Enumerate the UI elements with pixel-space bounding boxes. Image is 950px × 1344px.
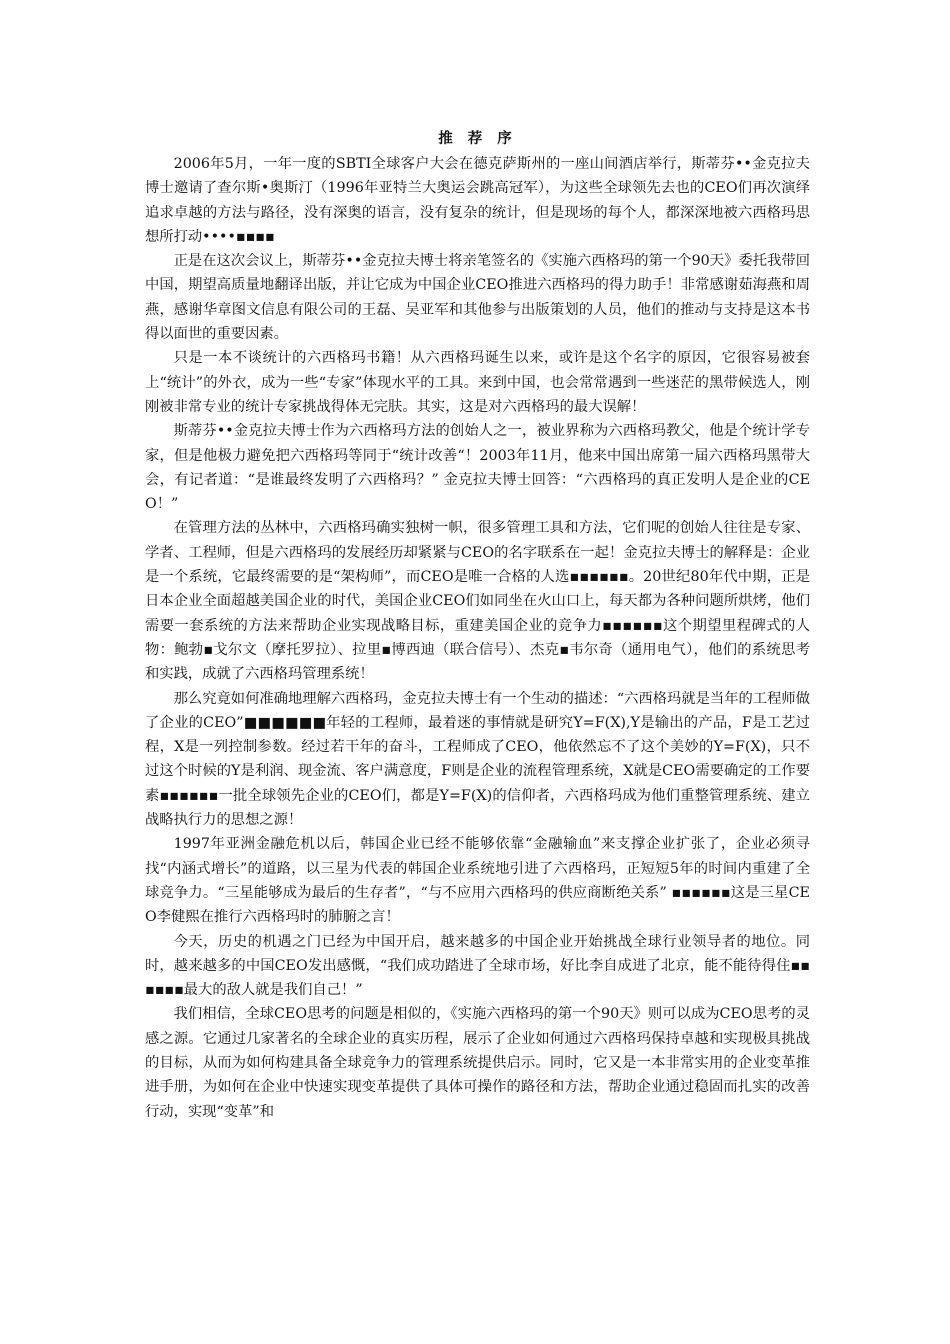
paragraph-6: 那么究竟如何准确地理解六西格玛，金克拉夫博士有一个生动的描述：“六西格玛就是当年的工程师做了企业的CEO”■■■■■■年轻的工程师，最着迷的事情就是研究Y=F(X),Y是输出的产品，F是工艺过程，X是一列控制参数。经过若干年的奋斗，工程师成了CEO，他依然忘不了这个美妙的Y=F(X)，只不过这个时候的Y是利润、现金流、客户满意度，F则是企业的流程管理系统，X就是CEO需要确定的工作要素▪▪▪▪▪▪一批全球领先企业的CEO们，都是Y=F(X)的信仰者，六西格玛成为他们重整管理系统、建立战略执行力的思想之源！ xyxy=(145,690,810,829)
paragraph-9: 我们相信，全球CEO思考的问题是相似的，《实施六西格玛的第一个90天》则可以成为CEO思考的灵感之源。它通过几家著名的全球企业的真实历程，展示了企业如何通过六西格玛保持卓越和实现极具挑战的目标，从而为如何构建具备全球竞争力的管理系统提供启示。同时，它又是一本非常实用的企业变革推进手册，为如何在企业中快速实现变革提供了具体可操作的路径和方法，帮助企业通过稳固而扎实的改善行动，实现“变革”和 xyxy=(145,1006,810,1120)
paragraph-1: 2006年5月，一年一度的SBTI全球客户大会在德克萨斯州的一座山间酒店举行，斯蒂芬••金克拉夫博士邀请了查尔斯•奥斯汀（1996年亚特兰大奥运会跳高冠军），为这些全球领先去也的CEO们再次演绎追求卓越的方法与路径，没有深奥的语言，没有复杂的统计，但是现场的每个人，都深深地被六西格玛思想所打动••••▪▪▪▪ xyxy=(145,156,810,245)
paragraph-4: 斯蒂芬••金克拉夫博士作为六西格玛方法的创始人之一，被业界称为六西格玛教父，他是个统计学专家，但是他极力避免把六西格玛等同于“统计改善“！2003年11月，他来中国出席第一届六西格玛黑带大会，有记者道：“是谁最终发明了六西格玛？” 金克拉夫博士回答：“六西格玛的真正发明人是企业的CEO！” xyxy=(145,423,810,513)
paragraph-3: 只是一本不谈统计的六西格玛书籍！从六西格玛诞生以来，或许是这个名字的原因，它很容易被套上“统计”的外衣，成为一些“专家”体现水平的工具。来到中国，也会常常遇到一些迷茫的黑带候选人，刚刚被非常专业的统计专家挑战得体无完肤。其实，这是对六西格玛的最大误解！ xyxy=(145,350,810,415)
paragraph-7: 1997年亚洲金融危机以后，韩国企业已经不能够依靠“金融输血”来支撑企业扩张了，企业必须寻找“内涵式增长”的道路，以三星为代表的韩国企业系统地引进了六西格玛，正短短5年的时间内重建了全球竞争力。“三星能够成为最后的生存者”，“与不应用六西格玛的供应商断绝关系” ▪▪▪▪▪▪这是三星CEO李健熙在推行六西格玛时的肺腑之言！ xyxy=(145,836,810,926)
document-page xyxy=(145,126,810,1124)
paragraph-8: 今天，历史的机遇之门已经为中国开启，越来越多的中国企业开始挑战全球行业领导者的地位。同时，越来越多的中国CEO发出感慨，“我们成功踏进了全球市场，好比李自成进了北京，能不能待得住▪▪▪▪▪▪最大的敌人就是我们自己！” xyxy=(145,933,810,999)
paragraph-5: 在管理方法的丛林中，六西格玛确实独树一帜，很多管理工具和方法，它们呢的创始人往往是专家、学者、工程师，但是六西格玛的发展经历却紧紧与CEO的名字联系在一起！金克拉夫博士的解释是：企业是一个系统，它最终需要的是“架构师”，而CEO是唯一合格的人选▪▪▪▪▪▪。20世纪80年代中期，正是日本企业全面超越美国企业的时代，美国企业CEO们如同坐在火山口上，每天都为各种问题所烘烤，他们需要一套系统的方法来帮助企业实现战略目标，重建美国企业的竞争力▪▪▪▪▪▪这个期望里程碑式的人物：鲍勃▪戈尔文（摩托罗拉）、拉里▪博西迪（联合信号）、杰克▪韦尔奇（通用电气），他们的系统思考和实践，成就了六西格玛管理系统！ xyxy=(145,520,810,683)
paragraph-2: 正是在这次会议上，斯蒂芬••金克拉夫博士将亲笔签名的《实施六西格玛的第一个90天》委托我带回中国，期望高质量地翻译出版，并让它成为中国企业CEO推进六西格玛的得力助手！非常感谢茹海燕和周燕，感谢华章图文信息有限公司的王磊、吴亚军和其他参与出版策划的人员，他们的推动与支持是这本书得以面世的重要因素。 xyxy=(145,253,810,343)
document-title: 推 荐 序 xyxy=(438,130,517,147)
